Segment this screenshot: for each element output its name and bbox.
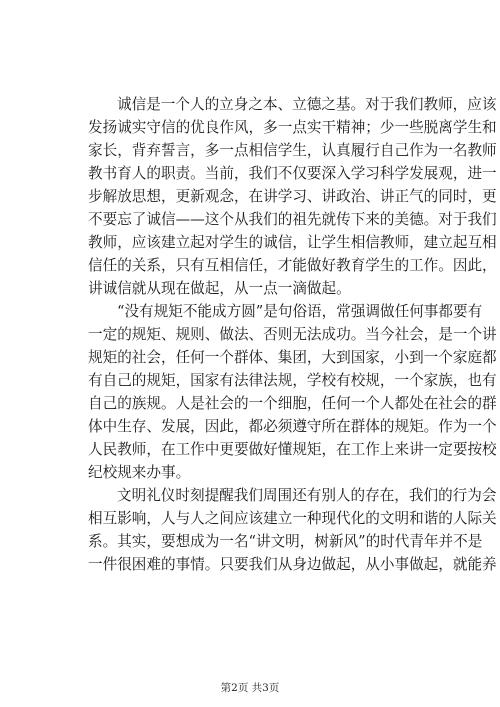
- text-line: 教师，应该建立起对学生的诚信，让学生相信教师，建立起互相: [88, 234, 497, 251]
- text-line: 系。其实，要想成为一名“讲文明，树新风”的时代青年并不是: [88, 533, 483, 550]
- text-line: 不要忘了诚信——这个从我们的祖先就传下来的美德。对于我们: [88, 211, 497, 228]
- text-line: 相互影响，人与人之间应该建立一种现代化的文明和谐的人际关: [88, 510, 497, 527]
- text-line: 体中生存、发展，因此，都必须遵守所在群体的规矩。作为一个: [88, 418, 497, 435]
- paragraph-3: [88, 484, 497, 576]
- text-line: “没有规矩不能成方圆”是句俗语，常强调做任何事都要有: [117, 303, 483, 320]
- text-line: 发扬诚实守信的优良作风，多一点实干精神；少一些脱离学生和: [88, 119, 497, 136]
- text-line: 信任的关系，只有互相信任，才能做好教育学生的工作。因此，: [88, 257, 497, 274]
- text-line: 人民教师，在工作中更要做好懂规矩，在工作上来讲一定要按校: [88, 441, 497, 458]
- text-line: 一定的规矩、规则、做法、否则无法成功。当今社会，是一个讲: [88, 326, 497, 343]
- text-line: 步解放思想，更新观念，在讲学习、讲政治、讲正气的同时，更: [88, 188, 497, 205]
- paragraph-2: [88, 300, 497, 484]
- text-line: 有自己的规矩，国家有法律法规，学校有校规，一个家族，也有: [88, 372, 497, 389]
- document-body: [88, 93, 497, 576]
- text-line: 规矩的社会，任何一个群体、集团，大到国家，小到一个家庭都: [88, 349, 497, 366]
- paragraph-1: [88, 93, 497, 300]
- text-line: 纪校规来办事。: [88, 464, 191, 481]
- text-line: 家长，背弃誓言，多一点相信学生，认真履行自己作为一名教师: [88, 142, 497, 159]
- text-line: 讲诚信就从现在做起，从一点一滴做起。: [88, 280, 351, 297]
- text-line: 自己的族规。人是社会的一个细胞，任何一个人都处在社会的群: [88, 395, 497, 412]
- text-line: 文明礼仪时刻提醒我们周围还有别人的存在，我们的行为会: [117, 487, 497, 504]
- text-line: 诚信是一个人的立身之本、立德之基。对于我们教师，应该: [117, 96, 497, 113]
- page-number-footer: 第2页 共3页: [220, 682, 280, 694]
- text-line: 教书育人的职责。当前，我们不仅要深入学习科学发展观，进一: [88, 165, 497, 182]
- text-line: 一件很困难的事情。只要我们从身边做起，从小事做起，就能养: [88, 556, 497, 573]
